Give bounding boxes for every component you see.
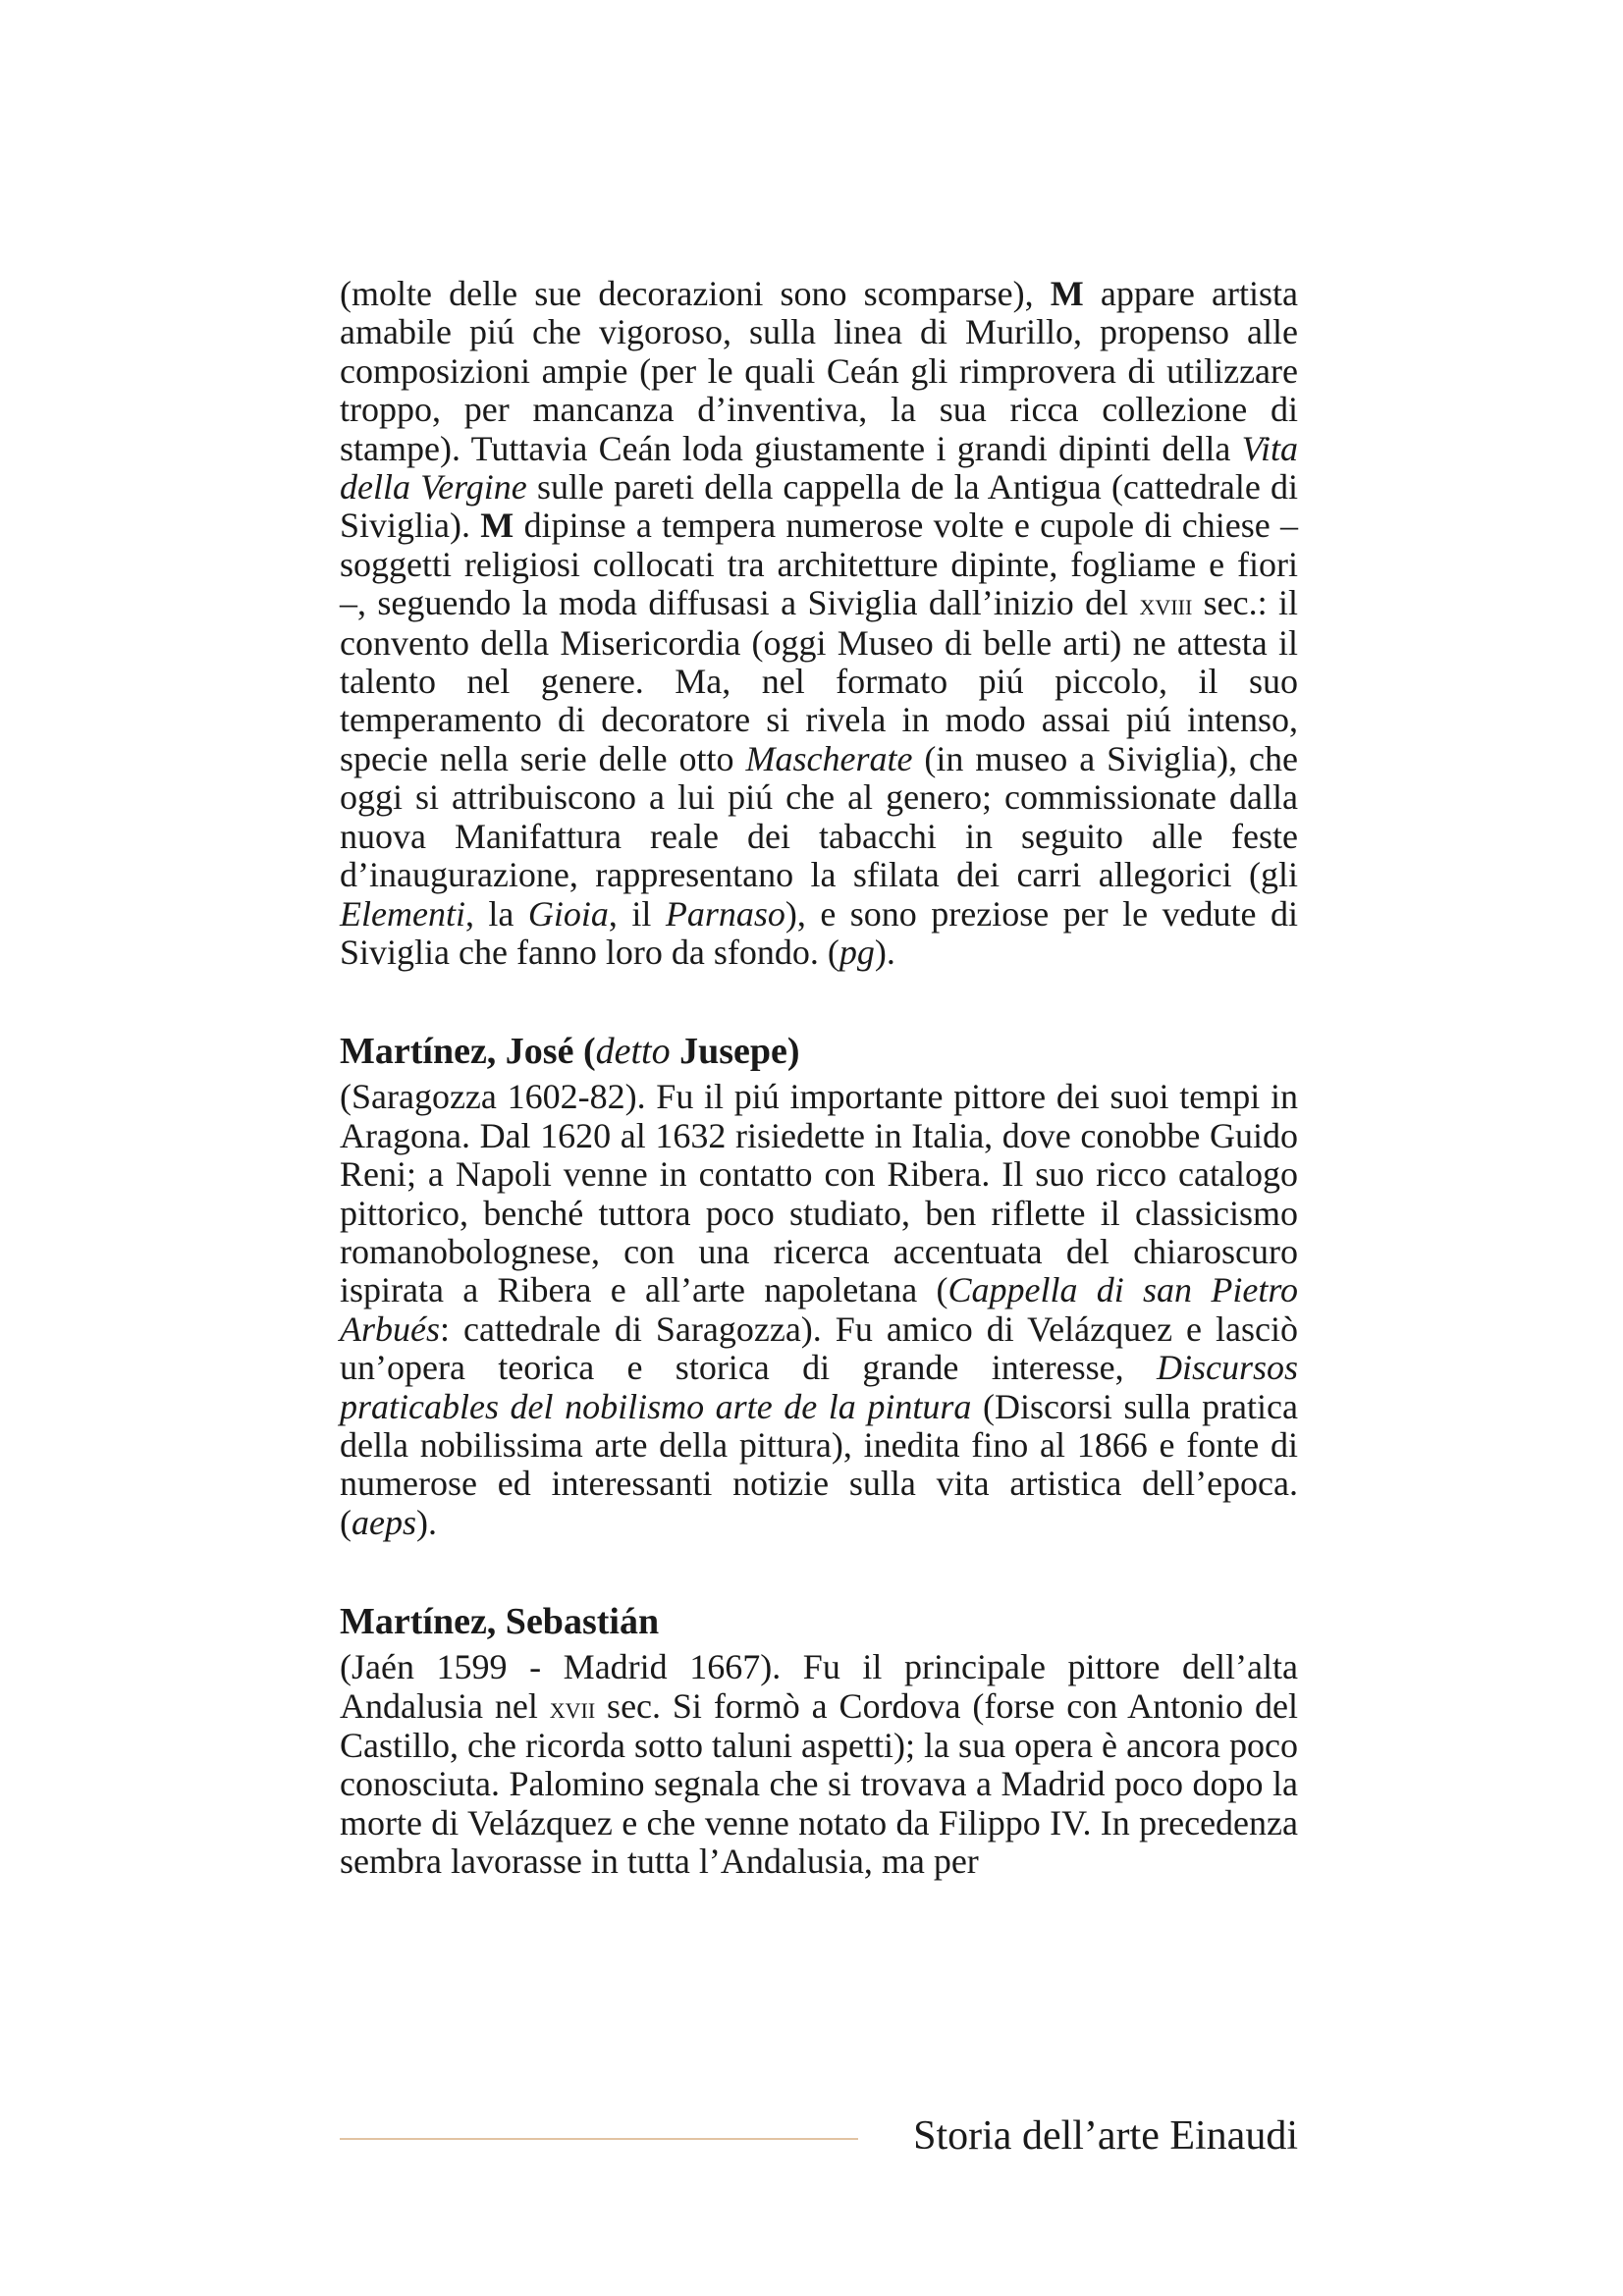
entry-title-part-a: Martínez, José ( (340, 1031, 596, 1073)
work-title-cappella: Cappella di san Pietro Arbués (340, 1270, 1299, 1349)
intro-text-5: sec.: il convento della Misericordia (oggi Museo di belle arti) ne attesta il talento nel genere. Ma, nel formato piú piccolo, il suo temperamento di decoratore si rivela in modo assai piú intenso, specie nella serie delle otto (340, 583, 1298, 778)
page-body (340, 275, 1298, 1882)
intro-text-7: , la (464, 893, 528, 934)
artist-initial: M (1050, 274, 1084, 313)
work-title-parnaso: Parnaso (665, 893, 785, 934)
intro-text-4: dipinse a tempera numerose volte e cupole di chiese – soggetti religiosi collocati tra architetture dipinte, fogliame e fiori –, seguendo la moda diffusasi a Siviglia dall’inizio del (340, 506, 1298, 623)
intro-text-2: appare artista amabile piú che vigoroso, sulla linea di Murillo, propenso alle composizioni ampie (per le quali Ceán gli rimprovera di utilizzare troppo, per mancanza d’inventiva, la sua ricca collezione di stampe). Tuttavia Ceán loda giustamente i grandi dipinti della (340, 274, 1298, 468)
entry2-text-1: (Jaén 1599 - Madrid 1667). Fu il principale pittore dell’alta Andalusia nel (340, 1647, 1298, 1726)
entry-title-detto: detto (595, 1031, 671, 1073)
work-title-mascherate: Mascherate (745, 738, 913, 778)
intro-text-1: (molte delle sue decorazioni sono scomparse), (340, 274, 1051, 313)
intro-text-8: , il (608, 893, 666, 934)
entry2-text-2: sec. Si formò a Cordova (forse con Antonio del Castillo, che ricorda sotto taluni aspetti); la sua opera è ancora poco conosciuta. Palomino segnala che si trovava a Madrid poco dopo la morte di Velázquez e che venne notato da Filippo IV. In precedenza sembra lavorasse in tutta l’Andalusia, ma per (340, 1685, 1299, 1882)
work-title-vita: Vita della Vergine (340, 428, 1298, 507)
footer-rule (340, 2138, 858, 2140)
entry1-text-1: (Saragozza 1602-82). Fu il piú importante pittore dei suoi tempi in Aragona. Dal 1620 al 1632 risiedette in Italia, dove conobbe Guido Reni; a Napoli venne in contatto con Ribera. Il suo ricco catalogo pittorico, benché tuttora poco studiato, ben riflette il classicismo romanobolognese, con una ricerca accentuata del chiaroscuro ispirata a Ribera e all’arte napoletana ( (340, 1077, 1298, 1310)
century-xviii: xviii (1139, 586, 1193, 622)
work-title-discursos: Discursos praticables del nobilismo arte de la pintura (340, 1348, 1298, 1426)
entry-body-sebastian-martinez (340, 1648, 1298, 1881)
intro-text-9: ), e sono preziose per le vedute di Siviglia che fanno loro da sfondo. ( (340, 893, 1298, 972)
work-title-elementi: Elementi (340, 893, 465, 934)
page-footer (340, 2109, 1298, 2167)
entry1-text-4: ). (416, 1502, 437, 1542)
entry-title-sebastian-martinez: Martínez, Sebastián (340, 1601, 660, 1643)
intro-text-3: sulle pareti della cappella de la Antigua (cattedrale di Siviglia). (340, 467, 1298, 546)
author-initials-pg: pg (839, 932, 875, 972)
entry-body-jose-martinez (340, 1078, 1298, 1542)
entry-title-part-b: Jusepe) (670, 1031, 800, 1073)
entry-title-jose-martinez (340, 1031, 1298, 1072)
intro-text-6: (in museo a Siviglia), che oggi si attribuiscono a lui piú che al genero; commissionate dalla nuova Manifattura reale dei tabacchi in seguito alle feste d’inaugurazione, rappresentano la sfilata dei carri allegorici (gli (340, 738, 1298, 895)
work-title-gioia: Gioia (527, 893, 609, 934)
intro-paragraph (340, 275, 1298, 972)
century-xvii: xvii (549, 1688, 596, 1725)
entry1-text-2: : cattedrale di Saragozza). Fu amico di Velázquez e lasciò un’opera teorica e storica di grande interesse, (340, 1308, 1298, 1388)
author-initials-aeps: aeps (352, 1502, 416, 1542)
artist-initial-2: M (480, 506, 514, 546)
entry1-text-3: (Discorsi sulla pratica della nobilissima arte della pittura), inedita fino al 1866 e fonte di numerose ed interessanti notizie sulla vita artistica dell’epoca. ( (340, 1386, 1298, 1542)
intro-text-10: ). (874, 932, 895, 972)
footer-publication-label: Storia dell’arte Einaudi (913, 2113, 1298, 2159)
